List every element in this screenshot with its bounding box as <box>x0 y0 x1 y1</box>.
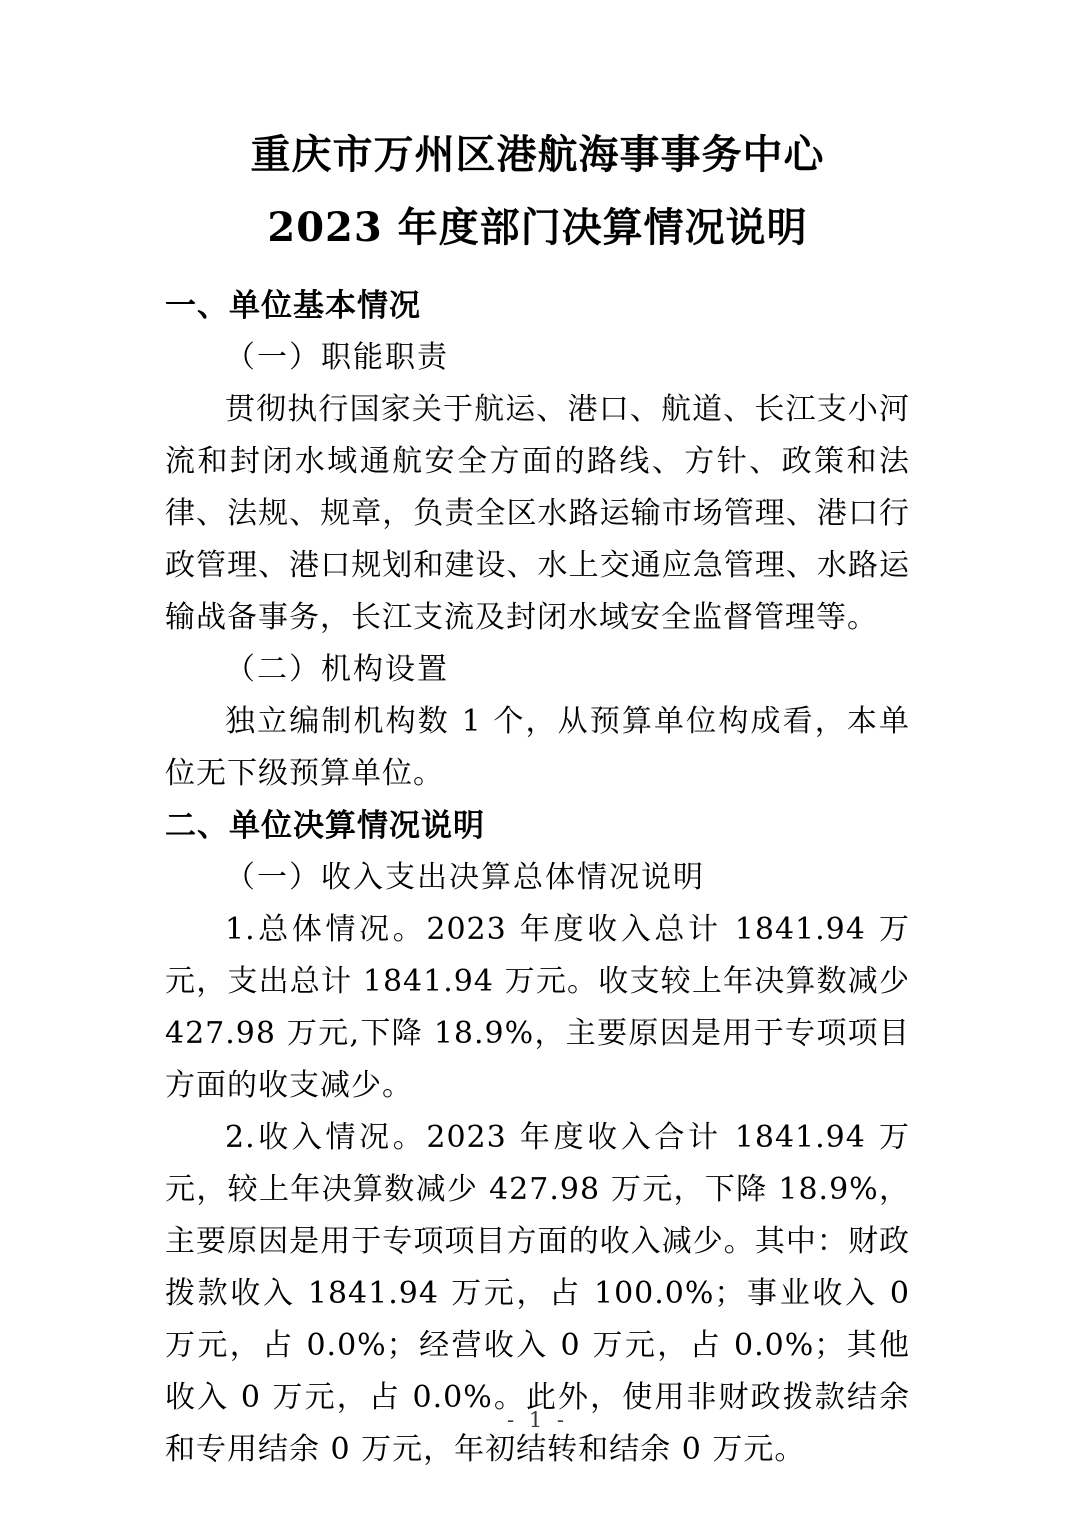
page-number <box>0 1408 1075 1432</box>
document-title-line-2: 2023 年度部门决算情况说明 <box>267 204 808 251</box>
page-number-text: - 1 - <box>507 1408 568 1432</box>
paragraph-income-situation: 2.收入情况。2023 年度收入合计 1841.94 万元，较上年决算数减少 427.98 万元，下降 18.9%，主要原因是用于专项项目方面的收入减少。其中：财政拨款收入 1841.94 万元，占 100.0%；事业收入 0 万元，占 0.0%；经营收入 0 万元，占 0.0%；其他收入 0 万元，占 0.0%。此外，使用非财政拨款结余和专用结余 0 万元，年初结转和结余 0 万元。 <box>165 1120 910 1467</box>
section-heading-unit-basic-info: 一、单位基本情况 <box>165 288 421 323</box>
subsection-heading-income-expenditure-overview: （一）收入支出决算总体情况说明 <box>225 860 705 895</box>
document-title-line-1: 重庆市万州区港航海事事务中心 <box>250 131 825 178</box>
document-body <box>165 280 910 1476</box>
subsection-heading-organization: （二）机构设置 <box>225 652 449 687</box>
paragraph-functions: 贯彻执行国家关于航运、港口、航道、长江支小河流和封闭水域通航安全方面的路线、方针、政策和法律、法规、规章，负责全区水路运输市场管理、港口行政管理、港口规划和建设、水上交通应急管理、水路运输战备事务，长江支流及封闭水域安全监督管理等。 <box>165 392 910 635</box>
paragraph-organization: 独立编制机构数 1 个，从预算单位构成看，本单位无下级预算单位。 <box>165 704 910 791</box>
document-title <box>165 118 910 264</box>
paragraph-overall-situation: 1.总体情况。2023 年度收入总计 1841.94 万元，支出总计 1841.94 万元。收支较上年决算数减少 427.98 万元,下降 18.9%，主要原因是用于专项项目方面的收支减少。 <box>165 912 910 1103</box>
subsection-heading-functions: （一）职能职责 <box>225 340 449 375</box>
section-heading-final-accounts: 二、单位决算情况说明 <box>165 808 485 843</box>
